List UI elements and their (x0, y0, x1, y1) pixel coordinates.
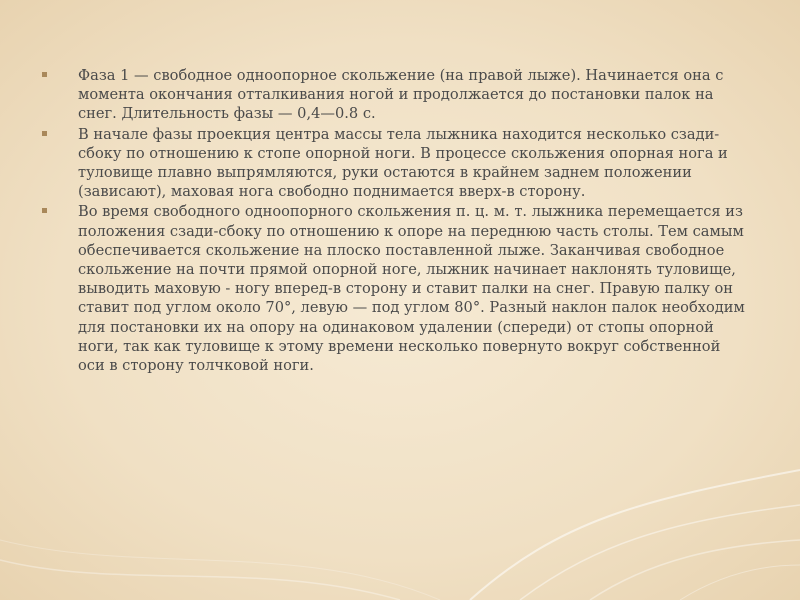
bullet-list (58, 66, 748, 376)
bullet-item-phase1 (58, 66, 748, 124)
bullet-text: Фаза 1 — свободное одноопорное скольжение (на правой лыже). Начинается она с момента окончания отталкивания ногой и продолжается до постановки палок на снег. Длительность фазы — 0,4—0.8 с. (78, 67, 724, 123)
square-bullet-icon (42, 208, 47, 213)
bullet-item-start (58, 125, 748, 202)
bullet-text: Во время свободного одноопорного скольжения п. ц. м. т. лыжника перемещается из положения сзади-сбоку по отношению к опоре на переднюю часть столы. Тем самым обеспечивается скольжение на плоско поставленной лыже. Заканчивая свободное скольжение на почти прямой опорной ноге, лыжник начинает наклонять туловище, выводить маховую - ногу вперед-в сторону и ставит палки на снег. Правую палку он ставит под углом около 70°, левую — под углом 80°. Разный наклон палок необходим для постановки их на опору на одинаковом удалении (спереди) от стопы опорной ноги, так как туловище к этому времени несколько повернуто вокруг собственной оси в сторону толчковой ноги. (78, 203, 745, 375)
bullet-item-glide (58, 202, 748, 375)
square-bullet-icon (42, 131, 47, 136)
square-bullet-icon (42, 72, 47, 77)
bullet-text: В начале фазы проекция центра массы тела лыжника находится несколько сзади-сбоку по отношению к стопе опорной ноги. В процессе скольжения опорная нога и туловище плавно выпрямляются, руки остаются в крайнем заднем положении (зависают), маховая нога свободно поднимается вверх-в сторону. (78, 125, 728, 201)
